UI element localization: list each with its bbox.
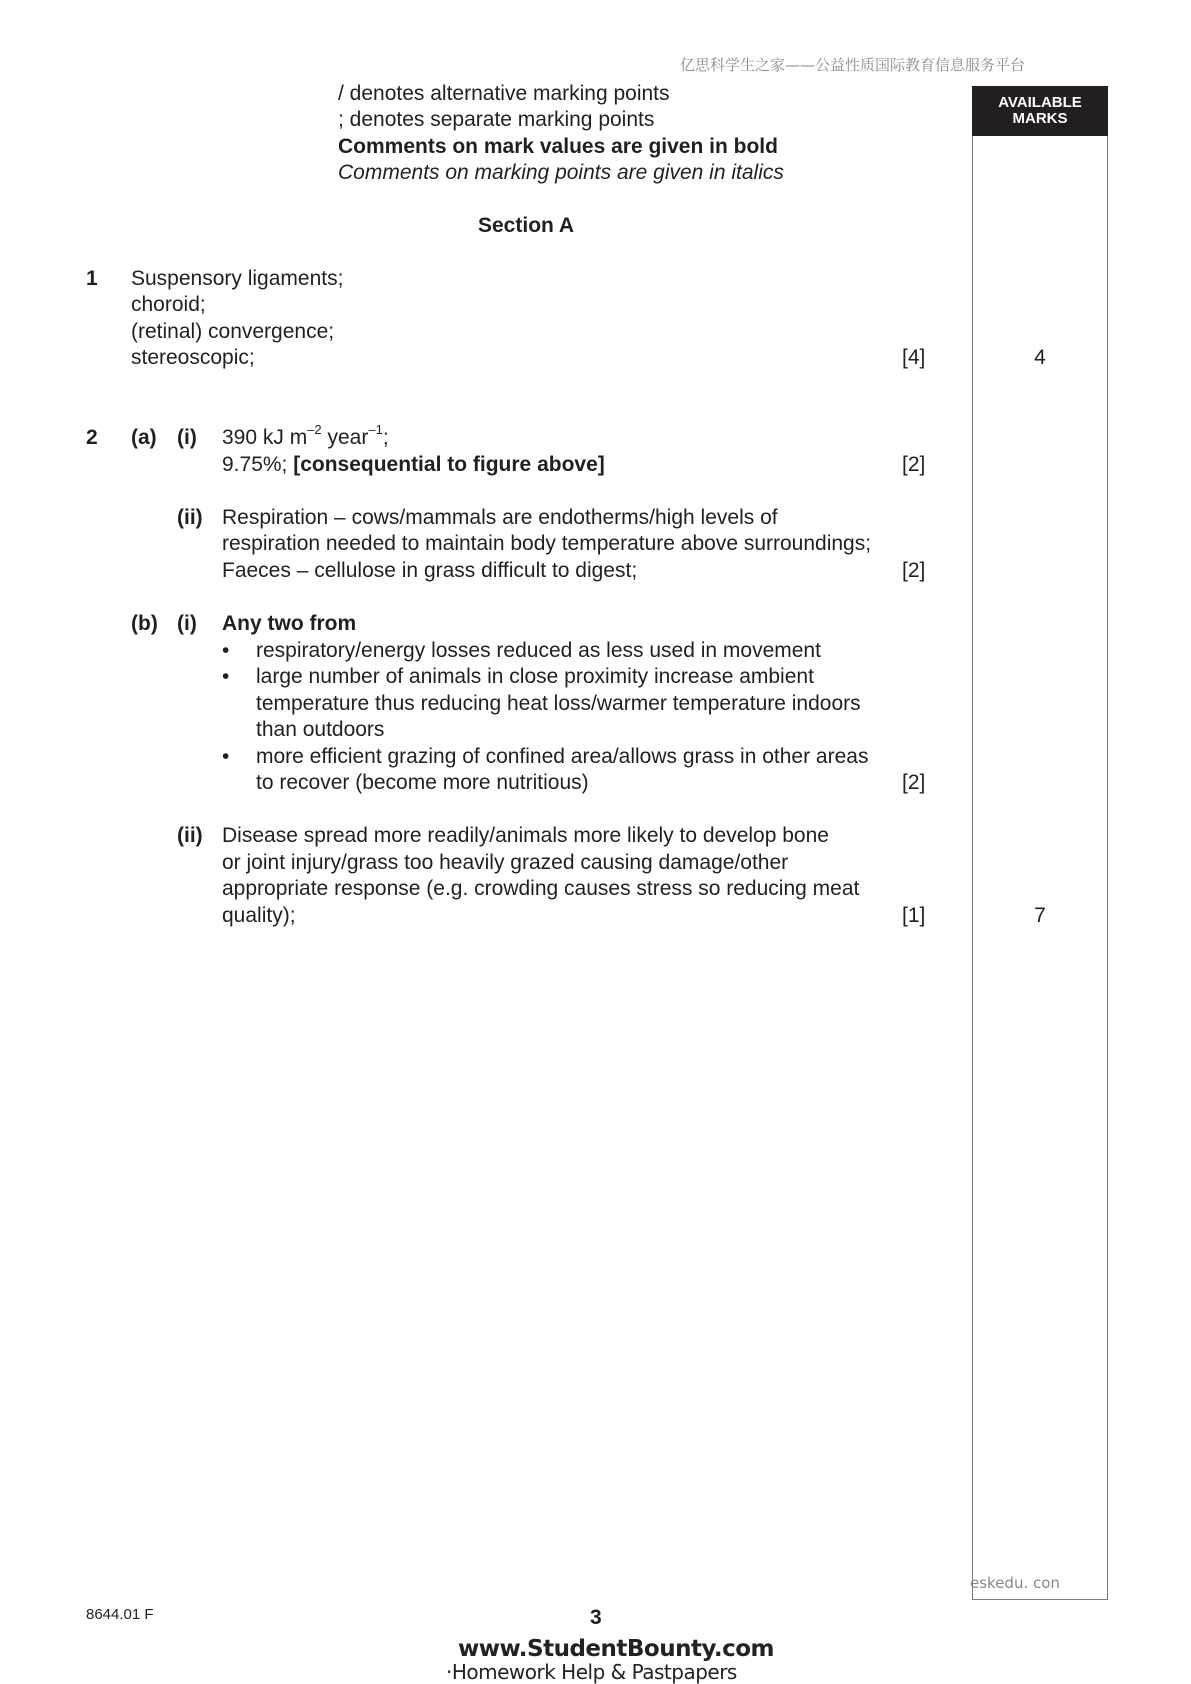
convention-bold: Comments on mark values are given in bold: [338, 135, 778, 158]
q2bi-bullet-line: temperature thus reducing heat loss/warmer temperature indoors: [256, 692, 861, 715]
q2bi-bullet-line: large number of animals in close proximity increase ambient: [256, 665, 814, 688]
q2bii-line: Disease spread more readily/animals more likely to develop bone: [222, 824, 829, 847]
q2bi-label: (i): [177, 612, 197, 635]
q2bi-mark: [2]: [902, 771, 926, 794]
q1-line: (retinal) convergence;: [131, 320, 335, 343]
q2-number: 2: [86, 426, 98, 449]
q2ai-mark: [2]: [902, 453, 926, 476]
q2bii-label: (ii): [177, 824, 203, 847]
q2aii-label: (ii): [177, 506, 203, 529]
q2bi-bullet-line: to recover (become more nutritious): [256, 771, 589, 794]
q2ai-comment: [consequential to figure above]: [293, 453, 605, 476]
q2ai-line1: [222, 422, 389, 451]
q2aii-line: Faeces – cellulose in grass difficult to digest;: [222, 559, 638, 582]
bullet-marker: •: [222, 745, 230, 768]
q1-mark: [4]: [902, 346, 926, 369]
q2b-label: (b): [131, 612, 158, 635]
q2bii-line: or joint injury/grass too heavily grazed causing damage/other: [222, 851, 789, 874]
bullet-marker: •: [222, 639, 230, 662]
q2aii-mark: [2]: [902, 559, 926, 582]
section-heading: Section A: [478, 214, 575, 237]
q2bii-mark: [1]: [902, 904, 926, 927]
q2-available: 7: [1034, 904, 1046, 927]
q2bi-bullet-line: more efficient grazing of confined area/allows grass in other areas: [256, 745, 869, 768]
q1-line: Suspensory ligaments;: [131, 267, 344, 290]
q2a-label: (a): [131, 426, 157, 449]
q2bii-line: appropriate response (e.g. crowding causes stress so reducing meat: [222, 877, 860, 900]
top-watermark: 亿思科学生之家——公益性质国际教育信息服务平台: [680, 56, 1026, 74]
q2aii-line: Respiration – cows/mammals are endotherms/high levels of: [222, 506, 778, 529]
paper-code: 8644.01 F: [86, 1606, 154, 1623]
page-number: 3: [590, 1606, 602, 1629]
available-marks-header: [972, 86, 1108, 136]
q2ai-exp1: –2: [307, 422, 322, 437]
logo-tagline: ·Homework Help & Pastpapers: [446, 1660, 737, 1684]
eskedu-watermark: eskedu. con: [970, 1574, 1060, 1592]
q1-line: choroid;: [131, 293, 206, 316]
q2ai-end: ;: [382, 426, 389, 449]
q2bi-bullet-line: than outdoors: [256, 718, 385, 741]
available-marks-label-2: MARKS: [1012, 110, 1068, 127]
bullet-marker: •: [222, 665, 230, 688]
logo-url: www.StudentBounty.com: [458, 1636, 774, 1662]
q1-available: 4: [1034, 346, 1046, 369]
convention-separate: ; denotes separate marking points: [338, 108, 655, 131]
q2ai-value: 390 kJ m: [222, 426, 308, 449]
q2ai-line2: [222, 452, 605, 478]
q1-number: 1: [86, 267, 98, 290]
q2aii-line: respiration needed to maintain body temperature above surroundings;: [222, 532, 872, 555]
q2bii-line: quality);: [222, 904, 296, 927]
convention-italic: Comments on marking points are given in italics: [338, 161, 784, 184]
q2ai-answer: 9.75%;: [222, 453, 294, 476]
available-marks-column: [972, 86, 1108, 1600]
q2ai-unit: year: [321, 426, 369, 449]
q2ai-exp2: –1: [368, 422, 383, 437]
convention-alternative: / denotes alternative marking points: [338, 82, 670, 105]
q2bi-bullet-line: respiratory/energy losses reduced as less used in movement: [256, 639, 821, 662]
q1-line: stereoscopic;: [131, 346, 255, 369]
q2bi-heading: Any two from: [222, 612, 357, 635]
q2ai-label: (i): [177, 426, 197, 449]
studentbounty-logo: [440, 1636, 774, 1684]
available-marks-label-1: AVAILABLE: [998, 94, 1082, 111]
